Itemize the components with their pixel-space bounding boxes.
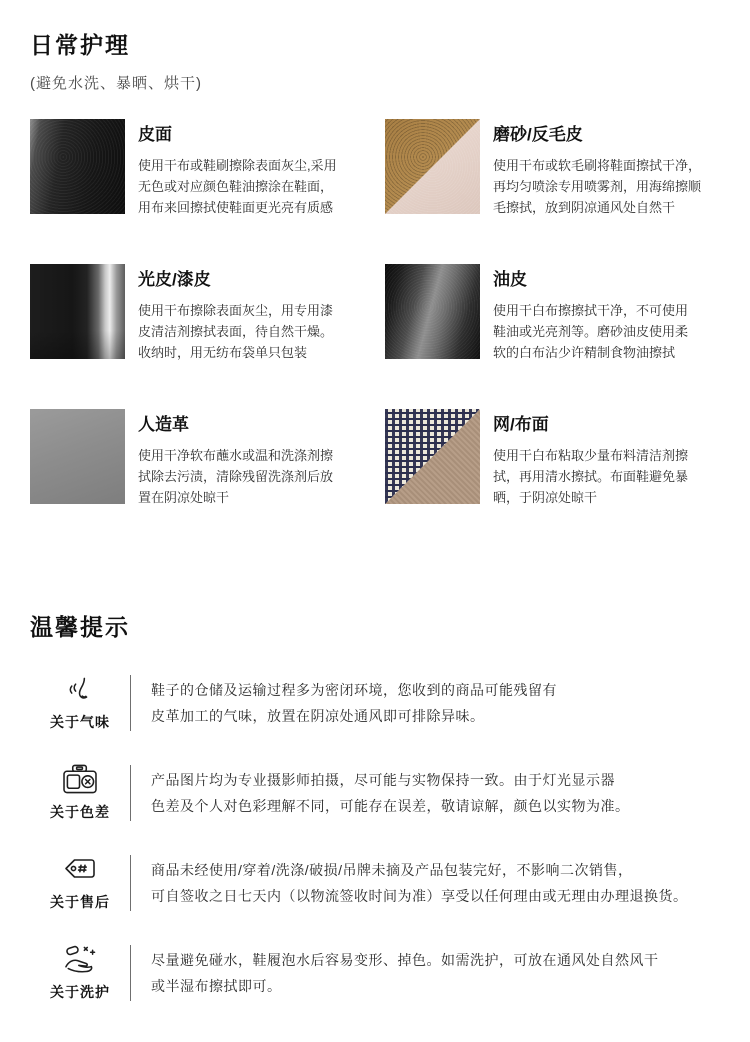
oiled-leather-swatch [385, 264, 480, 359]
card-content [493, 119, 701, 218]
tip-text-line: 商品未经使用/穿着/洗涤/破损/吊牌未摘及产品包装完好，不影响二次销售， [151, 862, 633, 878]
tips-title: 温馨提示 [30, 614, 130, 640]
black-leather-swatch [30, 119, 125, 214]
tip-text-line: 色差及个人对色彩理解不同，可能存在误差，敬请谅解，颜色以实物为准。 [151, 798, 630, 814]
card-description-line: 拭除去污渍，清除残留洗涤剂后放 [138, 469, 334, 484]
card-title: 皮面 [138, 125, 172, 144]
card-description-line: 使用干布或鞋刷擦除表面灰尘,采用 [138, 158, 337, 173]
tip-row-color [30, 764, 725, 822]
tip-label: 关于色差 [50, 804, 110, 820]
tip-label: 关于洗护 [50, 984, 110, 1000]
synthetic-leather-swatch [30, 409, 125, 504]
price-tag-icon [62, 854, 98, 885]
tip-text-line: 可自签收之日七天内（以物流签收时间为准）享受以任何理由或无理由办理退换货。 [151, 888, 688, 904]
card-description-line: 使用干布或软毛刷将鞋面擦拭干净， [493, 158, 702, 173]
daily-care-subtitle: (避免水洗、暴晒、烘干) [30, 75, 202, 92]
care-card-synthetic [30, 409, 385, 508]
card-content [138, 264, 333, 363]
card-description-line: 使用干布擦除表面灰尘，用专用漆 [138, 303, 334, 318]
patent-leather-swatch [30, 264, 125, 359]
suede-swatch [385, 119, 480, 214]
daily-care-section [30, 30, 725, 508]
card-title: 人造革 [138, 415, 189, 434]
card-content [138, 409, 333, 508]
card-description-line: 软的白布沾少许精制食物油擦拭 [493, 345, 676, 360]
card-title: 光皮/漆皮 [138, 270, 211, 289]
card-description-line: 收纳时，用无纺布袋单只包装 [138, 345, 308, 360]
card-title: 磨砂/反毛皮 [493, 125, 583, 144]
tip-icon-block [30, 854, 130, 912]
tip-text-line: 鞋子的仓储及运输过程多为密闭环境，您收到的商品可能残留有 [151, 682, 557, 698]
tip-row-washcare [30, 944, 725, 1002]
mesh-swatch-weave-half [385, 409, 480, 504]
tip-icon-block [30, 764, 130, 822]
camera-icon [62, 764, 98, 795]
card-description-line: 使用干净软布蘸水或温和洗涤剂擦 [138, 448, 334, 463]
hand-wash-icon [62, 944, 98, 975]
tip-text-block [131, 764, 630, 822]
card-description-line: 拭，再用清水擦拭。布面鞋避免暴 [493, 469, 689, 484]
tip-icon-block [30, 674, 130, 732]
card-description-line: 毛擦拭，放到阴凉通风处自然干 [493, 200, 676, 215]
tip-label: 关于气味 [50, 714, 110, 730]
tip-row-odor [30, 674, 725, 732]
mesh-fabric-swatch [385, 409, 480, 504]
card-description-line: 无色或对应颜色鞋油擦涂在鞋面， [138, 179, 334, 194]
suede-swatch-gold-half [385, 119, 480, 214]
tip-text-block [131, 674, 557, 732]
tip-text-line: 或半湿布擦拭即可。 [151, 978, 282, 994]
care-card-suede [385, 119, 725, 218]
care-card-grid [30, 119, 725, 508]
card-content [493, 409, 688, 508]
daily-care-title: 日常护理 [30, 32, 130, 58]
tip-text-block [131, 854, 688, 912]
card-content [138, 119, 337, 218]
tip-label: 关于售后 [50, 894, 110, 910]
tip-icon-block [30, 944, 130, 1002]
tip-text-line: 皮革加工的气味，放置在阴凉处通风即可排除异味。 [151, 708, 485, 724]
tip-text-line: 产品图片均为专业摄影师拍摄，尽可能与实物保持一致。由于灯光显示器 [151, 772, 615, 788]
tip-text-block [131, 944, 659, 1002]
care-card-oiled [385, 264, 725, 363]
card-title: 网/布面 [493, 415, 549, 434]
card-description-line: 置在阴凉处晾干 [138, 490, 230, 505]
card-description-line: 晒，于阴凉处晾干 [493, 490, 598, 505]
card-description-line: 皮清洁剂擦拭表面，待自然干燥。 [138, 324, 334, 339]
tip-text-line: 尽量避免碰水，鞋履泡水后容易变形、掉色。如需洗护，可放在通风处自然风干 [151, 952, 659, 968]
card-description-line: 再均匀喷涂专用喷雾剂，用海绵擦顺 [493, 179, 702, 194]
card-content [493, 264, 688, 363]
card-description-line: 使用干白布粘取少量布料清洁剂擦 [493, 448, 689, 463]
care-card-patent [30, 264, 385, 363]
tips-rows [30, 674, 725, 1002]
card-description-line: 鞋油或光亮剂等。磨砂油皮使用柔 [493, 324, 689, 339]
tips-section [30, 612, 725, 1002]
care-card-leather [30, 119, 385, 218]
card-description-line: 使用干白布擦擦拭干净，不可使用 [493, 303, 689, 318]
card-description-line: 用布来回擦拭使鞋面更光亮有质感 [138, 200, 334, 215]
tip-row-aftersale [30, 854, 725, 912]
care-card-mesh [385, 409, 725, 508]
card-title: 油皮 [493, 270, 527, 289]
nose-icon [62, 674, 98, 705]
